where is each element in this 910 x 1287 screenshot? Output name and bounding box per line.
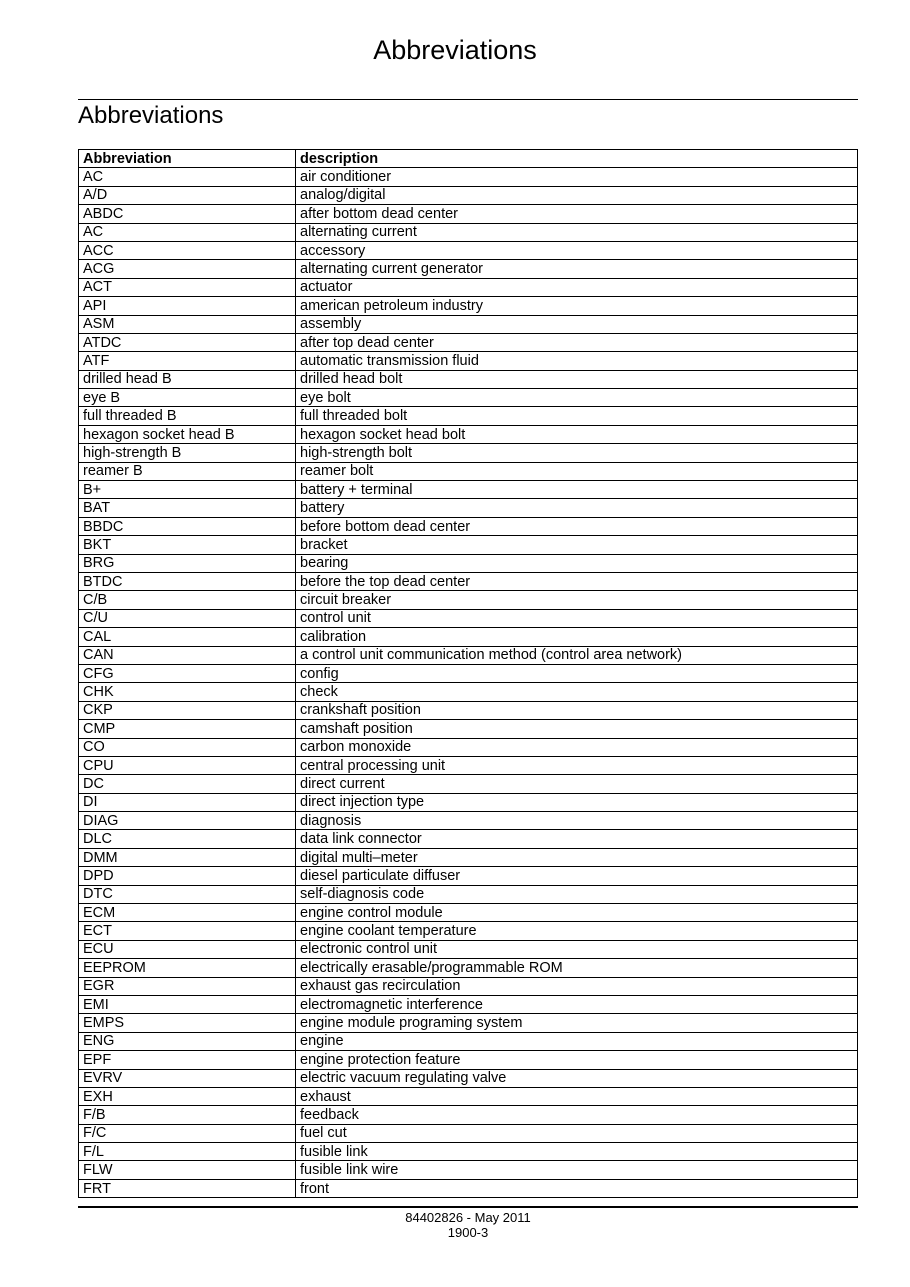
table-row (79, 1106, 858, 1124)
description-cell: alternating current (296, 223, 858, 241)
page-header-title: Abbreviations (373, 35, 537, 65)
abbreviation-cell: full threaded B (79, 407, 296, 425)
description-cell: battery + terminal (296, 481, 858, 499)
abbreviation-cell: DMM (79, 848, 296, 866)
abbreviation-cell: BKT (79, 536, 296, 554)
description-cell: control unit (296, 609, 858, 627)
table-row (79, 720, 858, 738)
abbreviation-cell: ACG (79, 260, 296, 278)
description-cell: exhaust (296, 1087, 858, 1105)
abbreviation-cell: F/B (79, 1106, 296, 1124)
table-header-row (79, 150, 858, 168)
table-row (79, 389, 858, 407)
description-cell: accessory (296, 241, 858, 259)
abbreviation-cell: CO (79, 738, 296, 756)
table-row (79, 1032, 858, 1050)
table-row (79, 1014, 858, 1032)
abbreviation-cell: reamer B (79, 462, 296, 480)
table-row (79, 977, 858, 995)
description-cell: calibration (296, 628, 858, 646)
description-cell: full threaded bolt (296, 407, 858, 425)
table-row (79, 701, 858, 719)
footer-page-number: 1900-3 (447, 1225, 489, 1240)
table-row (79, 352, 858, 370)
description-cell: reamer bolt (296, 462, 858, 480)
abbreviation-cell: ACT (79, 278, 296, 296)
table-row (79, 995, 858, 1013)
abbreviation-cell: F/C (79, 1124, 296, 1142)
abbreviation-cell: A/D (79, 186, 296, 204)
table-row (79, 1161, 858, 1179)
abbreviation-cell: CFG (79, 664, 296, 682)
abbreviation-cell: ECT (79, 922, 296, 940)
abbreviation-cell: DPD (79, 867, 296, 885)
description-cell: analog/digital (296, 186, 858, 204)
abbreviation-cell: EMI (79, 995, 296, 1013)
description-cell: eye bolt (296, 389, 858, 407)
table-row (79, 591, 858, 609)
table-row (79, 517, 858, 535)
abbreviation-cell: DIAG (79, 812, 296, 830)
footer-divider (78, 1206, 858, 1208)
table-row (79, 940, 858, 958)
table-row (79, 646, 858, 664)
table-row (79, 333, 858, 351)
table-row (79, 793, 858, 811)
description-cell: electric vacuum regulating valve (296, 1069, 858, 1087)
abbreviation-cell: BTDC (79, 572, 296, 590)
abbreviation-cell: DC (79, 775, 296, 793)
description-cell: crankshaft position (296, 701, 858, 719)
abbreviation-cell: BRG (79, 554, 296, 572)
table-row (79, 756, 858, 774)
table-row (79, 628, 858, 646)
table-row (79, 462, 858, 480)
abbreviation-cell: EXH (79, 1087, 296, 1105)
abbreviation-cell: API (79, 297, 296, 315)
description-cell: after bottom dead center (296, 205, 858, 223)
abbreviation-cell: DTC (79, 885, 296, 903)
abbreviation-cell: DLC (79, 830, 296, 848)
description-cell: fusible link wire (296, 1161, 858, 1179)
description-cell: a control unit communication method (control area network) (296, 646, 858, 664)
table-row (79, 922, 858, 940)
description-cell: after top dead center (296, 333, 858, 351)
description-cell: before bottom dead center (296, 517, 858, 535)
description-cell: electromagnetic interference (296, 995, 858, 1013)
abbreviation-cell: FRT (79, 1179, 296, 1197)
table-row (79, 609, 858, 627)
abbreviation-cell: hexagon socket head B (79, 425, 296, 443)
footer-doc-number: 84402826 - May 2011 (405, 1210, 531, 1225)
abbreviation-cell: ABDC (79, 205, 296, 223)
description-cell: diesel particulate diffuser (296, 867, 858, 885)
page-footer (0, 1210, 910, 1240)
table-row (79, 959, 858, 977)
abbreviation-cell: drilled head B (79, 370, 296, 388)
table-row (79, 572, 858, 590)
description-cell: diagnosis (296, 812, 858, 830)
description-cell: digital multi–meter (296, 848, 858, 866)
table-row (79, 407, 858, 425)
abbreviation-cell: ENG (79, 1032, 296, 1050)
description-cell: american petroleum industry (296, 297, 858, 315)
abbreviation-cell: EMPS (79, 1014, 296, 1032)
abbreviation-cell: DI (79, 793, 296, 811)
table-row (79, 260, 858, 278)
table-row (79, 499, 858, 517)
table-row (79, 370, 858, 388)
abbreviation-cell: EGR (79, 977, 296, 995)
description-cell: self-diagnosis code (296, 885, 858, 903)
description-cell: automatic transmission fluid (296, 352, 858, 370)
abbreviation-cell: BAT (79, 499, 296, 517)
abbreviation-cell: CHK (79, 683, 296, 701)
abbreviation-cell: eye B (79, 389, 296, 407)
description-cell: circuit breaker (296, 591, 858, 609)
description-cell: hexagon socket head bolt (296, 425, 858, 443)
table-row (79, 481, 858, 499)
abbreviation-cell: EPF (79, 1051, 296, 1069)
description-cell: alternating current generator (296, 260, 858, 278)
table-row (79, 830, 858, 848)
description-cell: electrically erasable/programmable ROM (296, 959, 858, 977)
description-cell: camshaft position (296, 720, 858, 738)
abbreviation-cell: AC (79, 223, 296, 241)
table-row (79, 315, 858, 333)
description-cell: battery (296, 499, 858, 517)
description-cell: engine (296, 1032, 858, 1050)
table-body (79, 168, 858, 1198)
table-row (79, 1051, 858, 1069)
column-header-description: description (296, 150, 858, 168)
table-row (79, 297, 858, 315)
description-cell: bracket (296, 536, 858, 554)
table-row (79, 885, 858, 903)
description-cell: fusible link (296, 1143, 858, 1161)
column-header-abbreviation: Abbreviation (79, 150, 296, 168)
abbreviation-cell: CMP (79, 720, 296, 738)
table-row (79, 904, 858, 922)
table-row (79, 186, 858, 204)
table-row (79, 554, 858, 572)
table-row (79, 536, 858, 554)
table-row (79, 683, 858, 701)
description-cell: drilled head bolt (296, 370, 858, 388)
table-row (79, 1179, 858, 1197)
description-cell: data link connector (296, 830, 858, 848)
table-row (79, 425, 858, 443)
description-cell: high-strength bolt (296, 444, 858, 462)
abbreviation-cell: C/B (79, 591, 296, 609)
table-row (79, 812, 858, 830)
table-row (79, 867, 858, 885)
abbreviation-cell: EVRV (79, 1069, 296, 1087)
description-cell: config (296, 664, 858, 682)
table-row (79, 444, 858, 462)
description-cell: engine module programing system (296, 1014, 858, 1032)
abbreviation-cell: F/L (79, 1143, 296, 1161)
abbreviation-cell: B+ (79, 481, 296, 499)
abbreviation-cell: ECM (79, 904, 296, 922)
description-cell: air conditioner (296, 168, 858, 186)
description-cell: bearing (296, 554, 858, 572)
description-cell: exhaust gas recirculation (296, 977, 858, 995)
table-row (79, 278, 858, 296)
table-row (79, 664, 858, 682)
description-cell: electronic control unit (296, 940, 858, 958)
table-row (79, 168, 858, 186)
description-cell: fuel cut (296, 1124, 858, 1142)
abbreviation-cell: BBDC (79, 517, 296, 535)
table-row (79, 241, 858, 259)
abbreviation-cell: ATDC (79, 333, 296, 351)
abbreviation-cell: FLW (79, 1161, 296, 1179)
abbreviation-cell: high-strength B (79, 444, 296, 462)
table-row (79, 1087, 858, 1105)
table-row (79, 1124, 858, 1142)
table-row (79, 848, 858, 866)
description-cell: feedback (296, 1106, 858, 1124)
description-cell: carbon monoxide (296, 738, 858, 756)
description-cell: engine protection feature (296, 1051, 858, 1069)
abbreviation-cell: ACC (79, 241, 296, 259)
table-row (79, 775, 858, 793)
description-cell: central processing unit (296, 756, 858, 774)
abbreviation-cell: EEPROM (79, 959, 296, 977)
abbreviation-cell: AC (79, 168, 296, 186)
description-cell: actuator (296, 278, 858, 296)
section-title: Abbreviations (78, 102, 224, 129)
abbreviation-cell: CAL (79, 628, 296, 646)
table-row (79, 1143, 858, 1161)
abbreviations-table (78, 149, 858, 1198)
table-row (79, 1069, 858, 1087)
description-cell: direct injection type (296, 793, 858, 811)
description-cell: front (296, 1179, 858, 1197)
table-row (79, 205, 858, 223)
description-cell: assembly (296, 315, 858, 333)
abbreviation-cell: ATF (79, 352, 296, 370)
abbreviation-cell: C/U (79, 609, 296, 627)
description-cell: check (296, 683, 858, 701)
abbreviation-cell: CKP (79, 701, 296, 719)
abbreviation-cell: CAN (79, 646, 296, 664)
abbreviation-cell: ASM (79, 315, 296, 333)
description-cell: direct current (296, 775, 858, 793)
abbreviation-cell: CPU (79, 756, 296, 774)
table-row (79, 738, 858, 756)
description-cell: engine coolant temperature (296, 922, 858, 940)
abbreviation-cell: ECU (79, 940, 296, 958)
table-row (79, 223, 858, 241)
description-cell: before the top dead center (296, 572, 858, 590)
description-cell: engine control module (296, 904, 858, 922)
